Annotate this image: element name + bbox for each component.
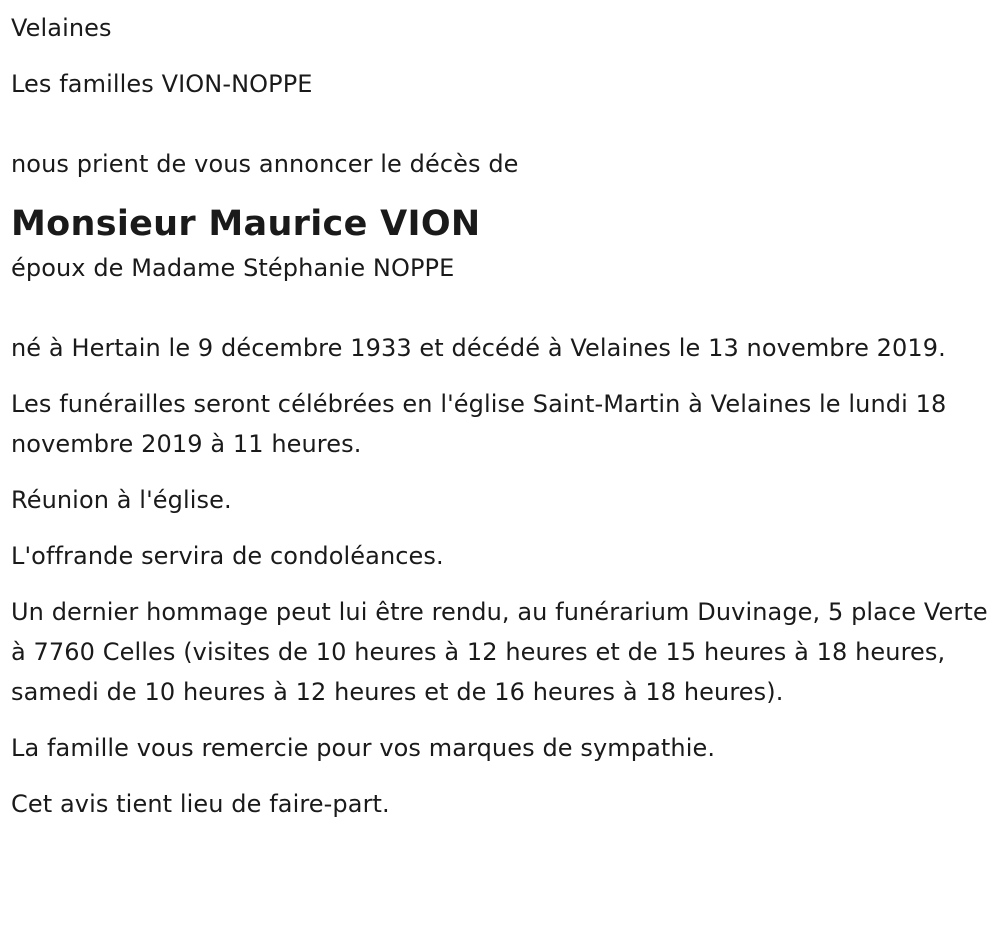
tribute-text: Un dernier hommage peut lui être rendu, au funérarium Duvinage, 5 place Verte à 7760 Celles (visites de 10 heures à 12 heures et de 15 heures à 18 heures, samedi de 10 heures à 12 heures et de 16 heures à 18 heures). bbox=[11, 598, 988, 706]
thanks-text: La famille vous remercie pour vos marques de sympathie. bbox=[11, 734, 716, 762]
funeral-text: Les funérailles seront célébrées en l'église Saint-Martin à Velaines le lundi 18 novembre 2019 à 11 heures. bbox=[11, 390, 947, 458]
offering-text: L'offrande servira de condoléances. bbox=[11, 542, 444, 570]
closing-text: Cet avis tient lieu de faire-part. bbox=[11, 790, 390, 818]
meeting-text: Réunion à l'église. bbox=[11, 486, 232, 514]
deceased-name: Monsieur Maurice VION bbox=[11, 204, 481, 244]
birth-death-text: né à Hertain le 9 décembre 1933 et décédé à Velaines le 13 novembre 2019. bbox=[11, 334, 946, 362]
intro-text: nous prient de vous annoncer le décès de bbox=[11, 150, 519, 178]
location-text: Velaines bbox=[11, 14, 112, 42]
spouse-text: époux de Madame Stéphanie NOPPE bbox=[11, 254, 455, 282]
families-text: Les familles VION-NOPPE bbox=[11, 70, 313, 98]
